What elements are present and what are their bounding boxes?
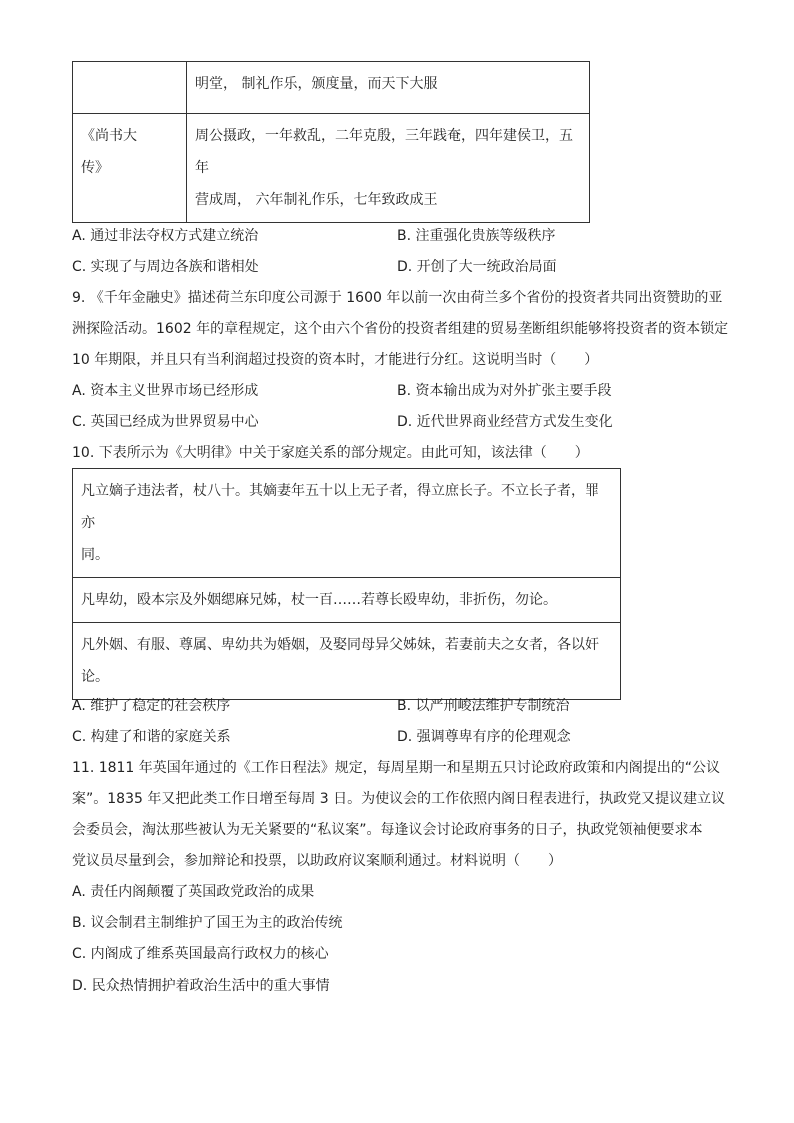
q9-stem-line: 9. 《千年金融史》描述荷兰东印度公司源于 1600 年以前一次由荷兰多个省份的投资者共同出资赞助的亚 (72, 290, 723, 306)
law-line: 凡卑幼，殴本宗及外姻缌麻兄姊，杖一百……若尊长殴卑幼，非折伤，勿论。 (81, 592, 557, 608)
q9-option-c: C. 英国已经成为世界贸易中心 (72, 414, 259, 430)
content-line: 周公摄政，一年救乱，二年克殷，三年践奄，四年建侯卫，五年 (195, 128, 573, 176)
law-line: 凡立嫡子违法者，杖八十。其嫡妻年五十以上无子者，得立庶长子。不立长子者，罪亦 (81, 483, 599, 531)
source-table-row (73, 62, 590, 114)
law-row (73, 623, 621, 700)
q9-stem-line: 洲探险活动。1602 年的章程规定，这个由六个省份的投资者组建的贸易垄断组织能够将投资者的资本锁定 (72, 321, 729, 337)
q9-option-d: D. 近代世界商业经营方式发生变化 (397, 414, 613, 430)
q8-option-a: A. 通过非法夺权方式建立统治 (72, 228, 259, 244)
law-line: 同。 (81, 547, 109, 563)
law-row (73, 578, 621, 623)
q8-option-d: D. 开创了大一统政治局面 (397, 259, 557, 275)
q9-stem-line: 10 年期限，并且只有当利润超过投资的资本时，才能进行分红。这说明当时（ ） (72, 352, 599, 368)
q8-option-b: B. 注重强化贵族等级秩序 (397, 228, 556, 244)
q10-option-a: A. 维护了稳定的社会秩序 (72, 698, 231, 714)
q11-option-a: A. 责任内阁颠覆了英国政党政治的成果 (72, 884, 315, 900)
law-row (73, 469, 621, 578)
q10-option-b: B. 以严刑峻法维护专制统治 (397, 698, 570, 714)
law-line: 凡外姻、有服、尊属、卑幼共为婚姻，及娶同母异父姊妹，若妻前夫之女者，各以奸 (81, 637, 599, 653)
source-line: 传》 (81, 160, 109, 176)
law-line: 论。 (81, 669, 109, 685)
source-content-cell (187, 114, 590, 223)
q10-option-c: C. 构建了和谐的家庭关系 (72, 729, 231, 745)
law-table (72, 468, 621, 700)
q10-stem: 10. 下表所示为《大明律》中关于家庭关系的部分规定。由此可知，该法律（ ） (72, 445, 589, 461)
q11-stem-line: 会委员会，淘汰那些被认为无关紧要的“私议案”。每逢议会讨论政府事务的日子，执政党领袖便要求本 (72, 822, 703, 838)
law-cell (73, 578, 621, 623)
source-cell (73, 114, 187, 223)
q11-option-c: C. 内阁成了维系英国最高行政权力的核心 (72, 946, 329, 962)
q10-option-d: D. 强调尊卑有序的伦理观念 (397, 729, 571, 745)
law-cell (73, 623, 621, 700)
source-cell (73, 62, 187, 114)
law-cell (73, 469, 621, 578)
q11-stem-line: 党议员尽量到会，参加辩论和投票，以助政府议案顺利通过。材料说明（ ） (72, 853, 562, 869)
source-content-cell: 明堂， 制礼作乐，颁度量，而天下大服 (187, 62, 590, 114)
q11-option-b: B. 议会制君主制维护了国王为主的政治传统 (72, 915, 343, 931)
source-table-row (73, 114, 590, 223)
source-line: 《尚书大 (81, 128, 137, 144)
q11-stem-line: 案”。1835 年又把此类工作日增至每周 3 日。为使议会的工作依照内阁日程表进行，执政党又提议建立议 (72, 791, 726, 807)
source-table (72, 61, 590, 223)
q9-option-b: B. 资本输出成为对外扩张主要手段 (397, 383, 612, 399)
q9-option-a: A. 资本主义世界市场已经形成 (72, 383, 259, 399)
q8-option-c: C. 实现了与周边各族和谐相处 (72, 259, 259, 275)
q11-stem-line: 11. 1811 年英国年通过的《工作日程法》规定，每周星期一和星期五只讨论政府政策和内阁提出的“公议 (72, 760, 721, 776)
content-line: 营成周， 六年制礼作乐，七年致政成王 (195, 192, 438, 208)
q11-option-d: D. 民众热情拥护着政治生活中的重大事情 (72, 978, 330, 994)
